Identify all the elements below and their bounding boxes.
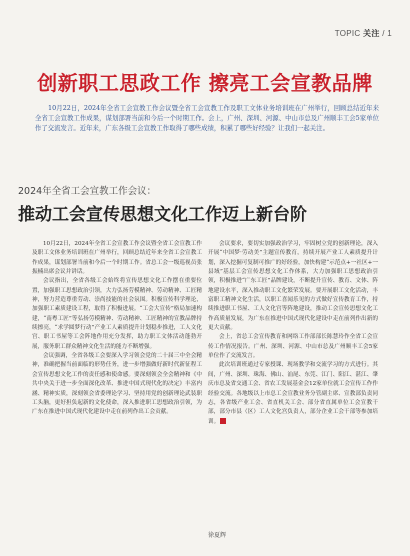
- article-author: 徐夏辉: [208, 532, 227, 539]
- lead-paragraph: 10月22日，2024年全省工会宣教工作会议暨全省工会宣教工作及职工文体业务培训班在广州举行，回顾总结近年来全省工会宣教工作成果，谋划部署当前和今后一个时期工作。会上，广州、深圳、河源、中山市总及广州顺丰工会5家单位作了交流发言。近年来，广东各级工会宣教工作取得了哪些成绩，积累了哪些好经验？让我们一起关注。: [35, 104, 379, 132]
- body-column-left: [32, 240, 202, 418]
- page-headline: 创新职工思政工作 擦亮工会宣教品牌: [37, 71, 373, 95]
- header-label: TOPIC: [334, 29, 361, 38]
- body-paragraph: 会议指出，全省各级工会始终将宣传思想文化工作摆在重要位置，加强职工思想政治引领，大力弘扬劳模精神、劳动精神、工匠精神，努力营造尊重劳动、崇尚技能的社会氛围。积极宣传科学理论，加强职工素质建设工程，取得了积极进展。“工会大宣传”格局加速构建，“南粤工匠”等弘扬劳模精神、劳动精神、工匠精神的宣教品牌持续擦亮，“求学圆梦行动”产业工人素质提升计划稳步推进，工人文化宫、职工书屋等工会阵地作用充分发挥，助力职工文体活动蓬勃开展，服务职工群众精神文化生活的能力不断增强。: [32, 278, 202, 350]
- body-paragraph-last: [208, 361, 378, 426]
- article-title: 推动工会宣传思想文化工作迈上新台阶: [18, 205, 307, 225]
- body-column-right: [208, 240, 378, 427]
- article-subtitle: 2024年全省工会宣教工作会议：: [18, 186, 157, 197]
- body-paragraph: 10月22日，2024年全省工会宣教工作会议暨全省工会宣教工作及职工文体业务培训班在广州举行，回顾总结近年来全省工会宣教工作成果，谋划部署当前和今后一个时期工作。省总工会一级巡视员张振楠出席会议并讲话。: [32, 241, 202, 276]
- body-paragraph-text: 此次培训班通过专家授课、现场教学和交流学习的方式进行。其间，广州、深圳、珠海、佛山、汕尾、东莞、江门、阳江、湛江、肇庆市总及省交通工会、省农工发展基金会12家单位就工会宣传工作作经验交流。各地级以上市总工会宣教业务分管副主席、宣教部负责同志，各省级产业工会、省直机关工会、部分省直属单位工会宣教干部，部分市县（区）工人文化宫负责人，部分企业工会干部等参加培训。: [208, 362, 378, 425]
- page-header: [335, 28, 392, 39]
- end-mark-icon: [220, 418, 226, 424]
- page-number: 1: [387, 29, 392, 38]
- body-paragraph: 会上，省总工会宣传教育和网络工作部部长陈慧玲作全省工会宣传工作情况报告。广州、深圳、河源、中山市总及广州顺丰工会5家单位作了交流发言。: [208, 334, 378, 360]
- header-separator: /: [382, 29, 385, 38]
- header-section: 关注: [363, 29, 380, 38]
- body-paragraph: 会议要求，要切实加强政治学习，牢固树立党的创新理论，深入开展“中国梦·劳动美”主题宣传教育，持续开展产业工人素质提升计划，深入挖掘可复制可推广的好经验，加快构建“示范点+一社区+一县域”基层工会宣传思想文化工作体系，大力加强职工思想政治引领，积极推进“广东工匠”品牌建设，不断提升宣传、教育、文体、阵地建设水平，深入推动职工文化繁荣发展。要开展职工文化活动，丰富职工精神文化生活，以职工喜闻乐见的方式做好宣传教育工作，持续推进职工书屋、工人文化宫等阵地建设，推动工会宣传思想文化工作高质量发展，为广东在推进中国式现代化建设中走在前列作出新的更大贡献。: [208, 241, 378, 332]
- body-paragraph: 会议强调，全省各级工会要深入学习领会党的二十届三中全会精神，准确把握当前面临的形势任务，进一步增强做好新时代新征程工会宣传思想文化工作的责任感和使命感。要深刻领会全会精神和《中共中央关于进一步全面深化改革、推进中国式现代化的决定》丰富内涵、精神实质，深刻领会省委理论学习、坚持用党的创新理论武装职工头脑，更好担负起新的文化使命，深入推进职工思想政治引领，为广东在推进中国式现代化建设中走在前列作出工会贡献。: [32, 353, 202, 416]
